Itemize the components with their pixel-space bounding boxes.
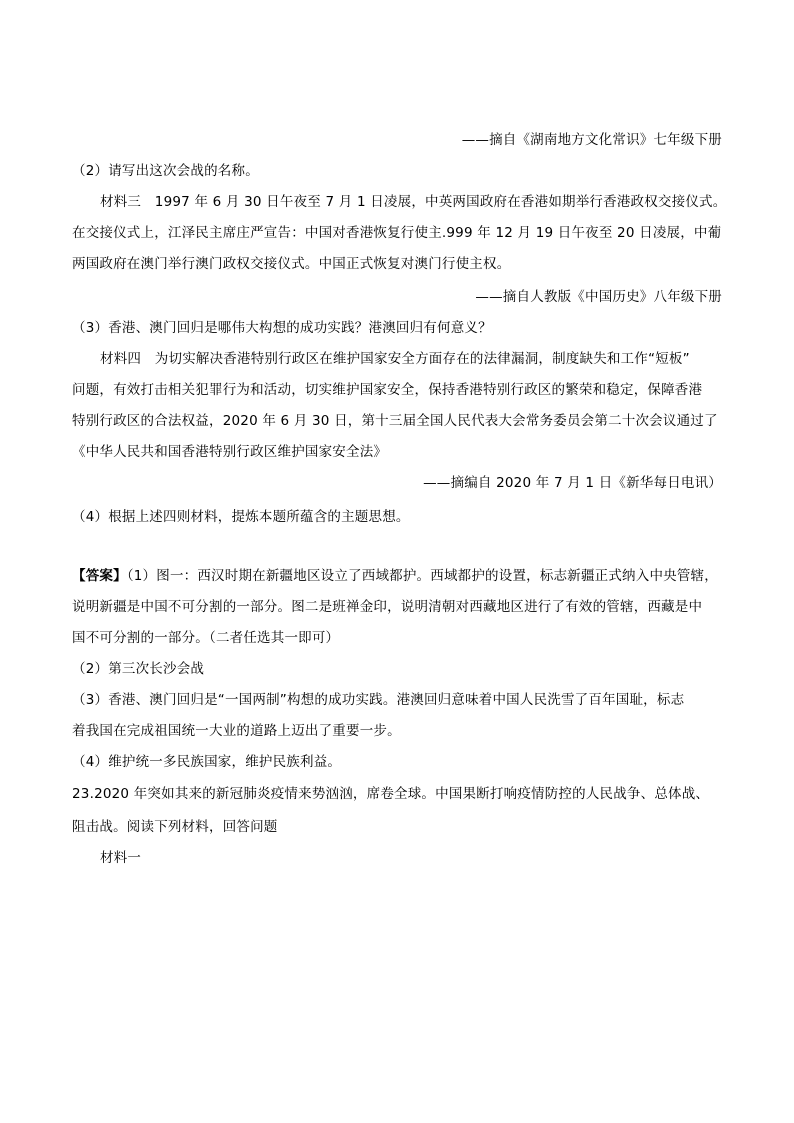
- question-3: （3）香港、澳门回归是哪伟大构想的成功实践？港澳回归有何意义？: [72, 320, 492, 336]
- question-2: （2）请写出这次会战的名称。: [72, 163, 259, 179]
- material-1-heading: 材料一: [100, 850, 142, 866]
- material-3-line-1: 材料三 1997 年 6 月 30 日午夜至 7 月 1 日凌展，中英两国政府在香港如期举行香港政权交接仪式。: [100, 194, 727, 210]
- answer-3-line-1: （3）香港、澳门回归是“一国两制”构想的成功实践。港澳回归意味着中国人民洗雪了百年国耻，标志: [72, 692, 685, 708]
- material-4-line-1: 材料四 为切实解决香港特别行政区在维护国家安全方面存在的法律漏洞，制度缺失和工作“短板”: [100, 351, 690, 367]
- answer-1-line-3: 国不可分割的一部分。（二者任选其一即可）: [72, 630, 340, 646]
- material-4-line-3: 特别行政区的合法权益，2020 年 6 月 30 日，第十三届全国人民代表大会常务委员会第二十次会议通过了: [72, 413, 718, 429]
- answer-4: （4）维护统一多民族国家，维护民族利益。: [72, 754, 342, 770]
- question-23-line-1: 23.2020 年突如其来的新冠肺炎疫情来势汹汹，席卷全球。中国果断打响疫情防控的人民战争、总体战、: [72, 786, 710, 802]
- answer-3-line-2: 着我国在完成祖国统一大业的道路上迈出了重要一步。: [72, 723, 401, 739]
- answer-2: （2）第三次长沙会战: [72, 661, 205, 677]
- question-23-line-2: 阻击战。阅读下列材料，回答问题: [72, 819, 278, 835]
- answer-1-line-2: 说明新疆是中国不可分割的一部分。图二是班禅金印，说明清朝对西藏地区进行了有效的管辖，西藏是中: [72, 599, 703, 615]
- answer-1-line-1: [72, 567, 718, 585]
- material-4-line-4: 《中华人民共和国香港特别行政区维护国家安全法》: [72, 444, 388, 460]
- answer-label: 【答案】: [72, 568, 127, 584]
- material-3-line-2: 在交接仪式上，江泽民主席庄严宣告：中国对香港恢复行使主.999 年 12 月 19 日午夜至 20 日凌展，中葡: [72, 225, 722, 241]
- answer-1-text: （1）图一：西汉时期在新疆地区设立了西域都护。西域都护的设置，标志新疆正式纳入中央管辖，: [126, 568, 718, 584]
- source-citation-1: ——摘自《湖南地方文化常识》七年级下册: [461, 132, 722, 148]
- source-citation-2: ——摘自人教版《中国历史》八年级下册: [475, 289, 722, 305]
- material-3-line-3: 两国政府在澳门举行澳门政权交接仪式。中国正式恢复对澳门行使主权。: [72, 256, 511, 272]
- question-4: （4）根据上述四则材料，提炼本题所蕴含的主题思想。: [72, 509, 410, 525]
- material-4-line-2: 问题，有效打击相关犯罪行为和活动，切实维护国家安全，保持香港特别行政区的繁荣和稳定，保障香港: [72, 382, 703, 398]
- source-citation-3: ——摘编自 2020 年 7 月 1 日《新华每日电讯）: [423, 475, 722, 491]
